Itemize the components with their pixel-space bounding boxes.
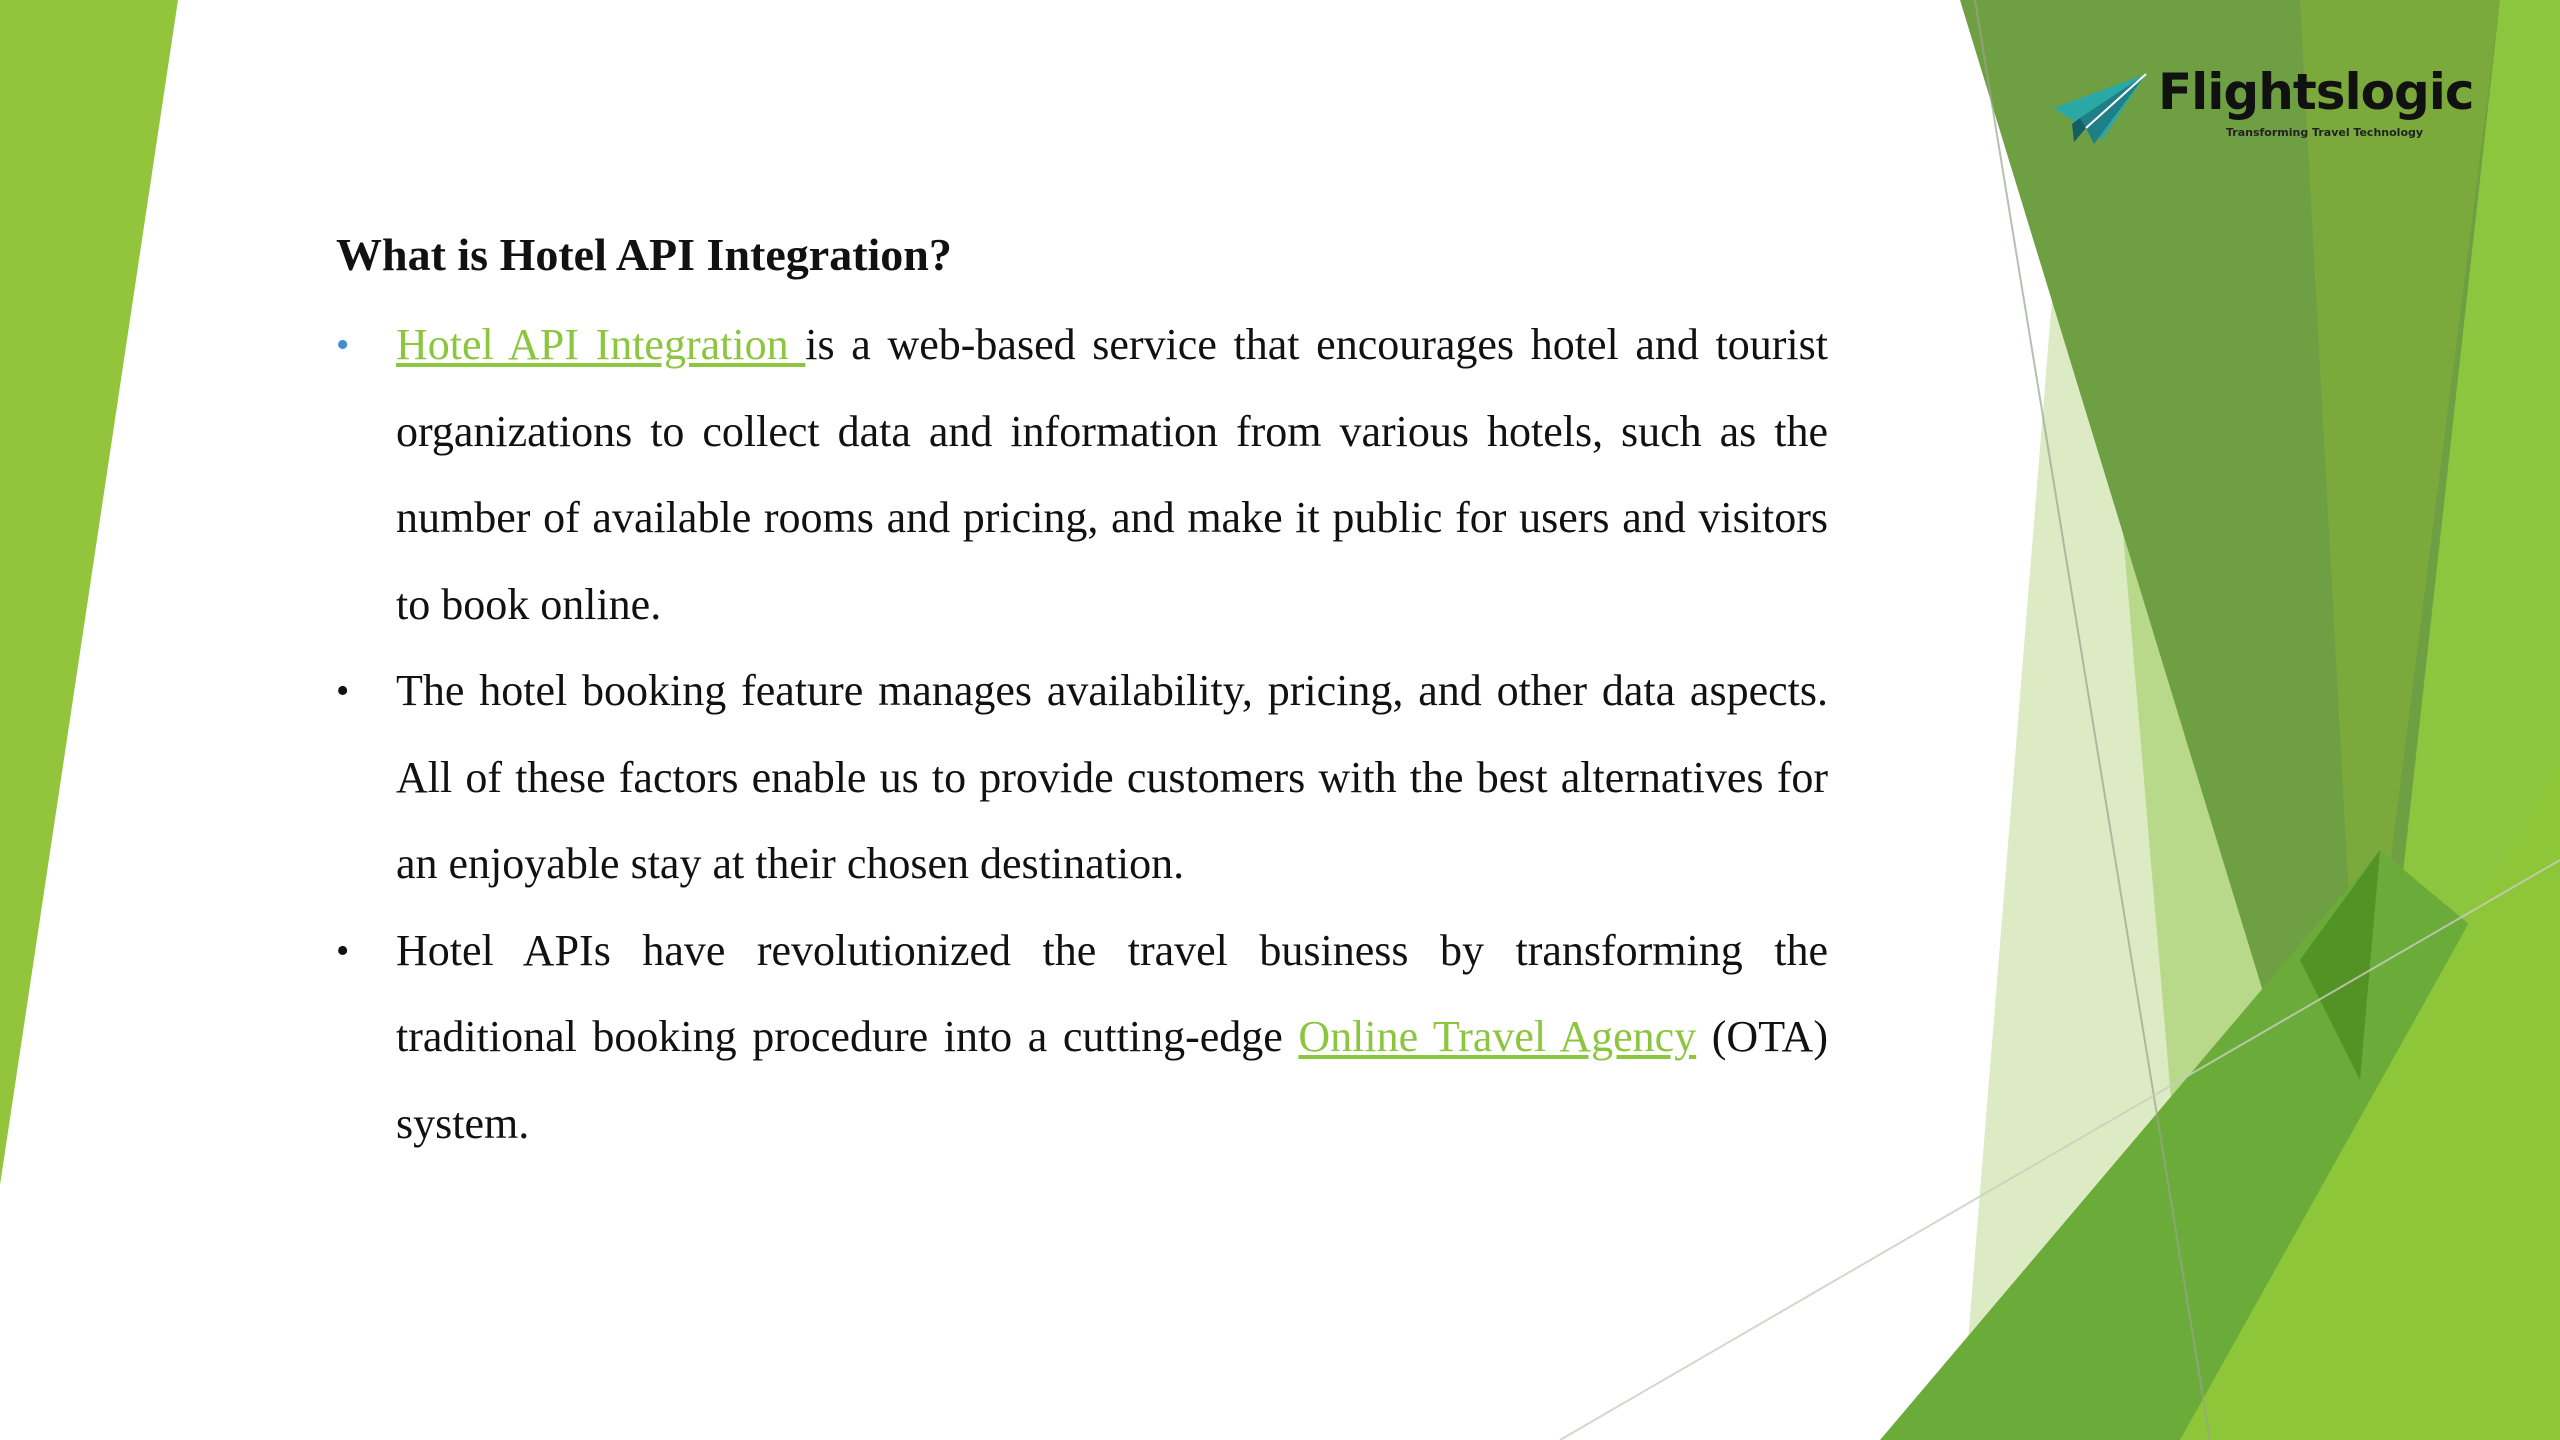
bullet-text-end: (OTA) system. (396, 1012, 1828, 1148)
bullet-list (336, 302, 1828, 1167)
bullet-text: The hotel booking feature manages availability, pricing, and other data aspects. All of these factors enable us to provide customers with the best alternatives for an enjoyable stay at their chosen destination. (396, 666, 1828, 888)
bullet-text: Hotel APIs have revolutionized the travel business by transforming the traditional booking procedure into a cutting-edge (396, 925, 1828, 1061)
slide-heading: What is Hotel API Integration? (336, 229, 952, 280)
bullet-icon: • (336, 929, 350, 972)
left-green-stripe (0, 0, 178, 1185)
bullet-item (336, 648, 1828, 908)
paper-plane-icon (2050, 70, 2150, 150)
bullet-item (336, 908, 1828, 1168)
bullet-icon: • (336, 670, 350, 712)
logo-name: Flightslogic (2158, 63, 2474, 121)
bullet-text: is a web-based service that encourages hotel and tourist organizations to collect data and information from various hotels, such as the number of available rooms and pricing, and make it public for users and visitors to book online. (396, 320, 1829, 629)
online-travel-agency-link[interactable]: Online Travel Agency (1298, 1012, 1697, 1061)
logo-tagline: Transforming Travel Technology (2226, 126, 2424, 139)
bullet-item (336, 302, 1828, 648)
bullet-icon: • (336, 324, 350, 366)
slide-content (336, 216, 1828, 1167)
flightslogic-logo (2050, 62, 2474, 152)
hotel-api-integration-link[interactable]: Hotel API Integration (396, 320, 806, 369)
